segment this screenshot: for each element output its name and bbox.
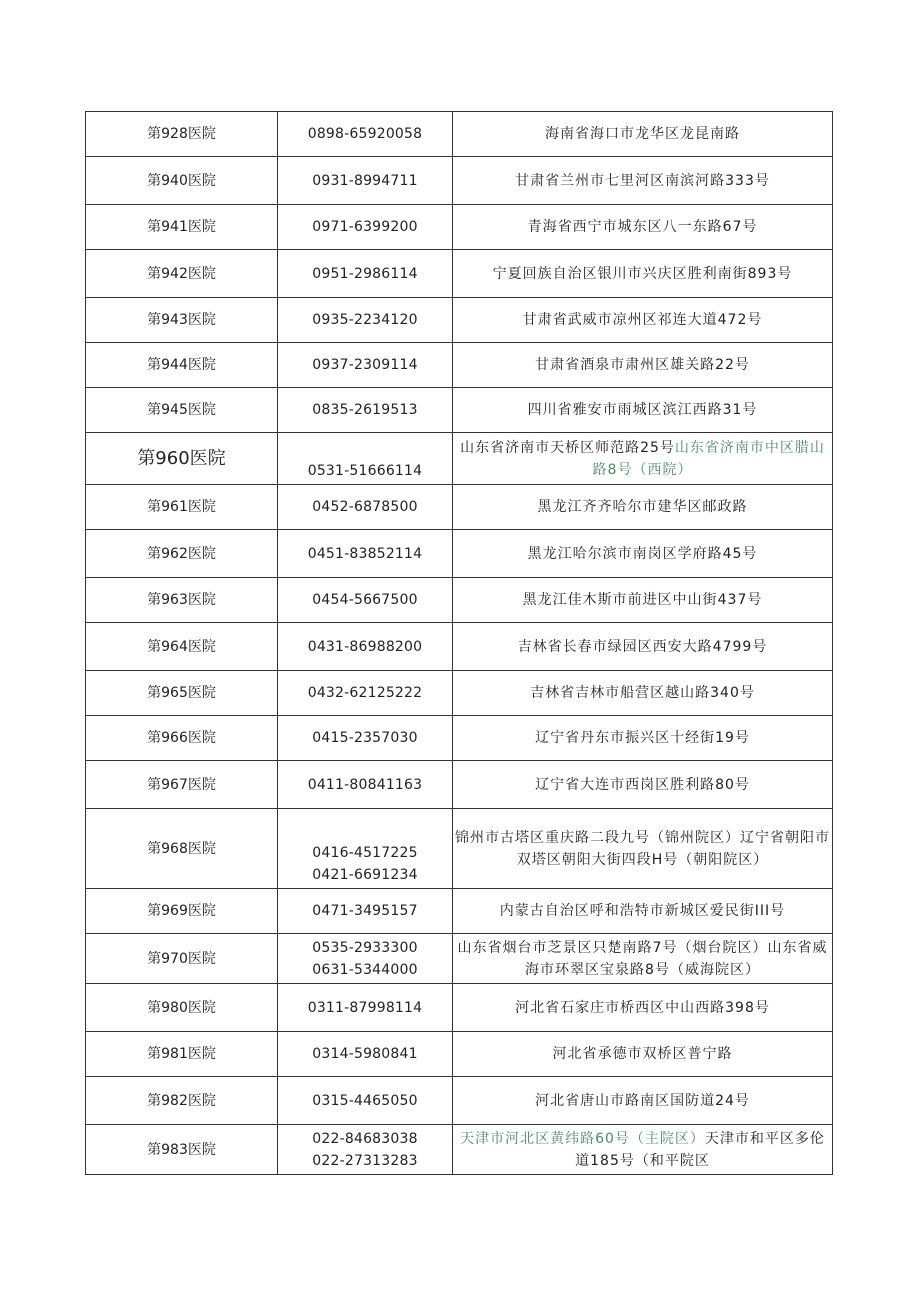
hospital-name-cell: 第981医院 <box>86 1032 278 1077</box>
phone-cell <box>278 1077 453 1125</box>
address-text: 甘肃省兰州市七里河区南滨河路333号 <box>515 172 770 189</box>
address-cell <box>453 1077 833 1125</box>
address-cell <box>453 485 833 530</box>
phone-number: 0535-2933300 <box>312 939 418 956</box>
address-cell <box>453 433 833 485</box>
phone-number: 0415-2357030 <box>312 730 418 746</box>
hospital-name-cell: 第968医院 <box>86 809 278 889</box>
phone-number: 0411-80841163 <box>307 776 423 793</box>
table-row <box>86 761 833 809</box>
table-row <box>86 1125 833 1175</box>
phone-cell <box>278 761 453 809</box>
phone-cell <box>278 889 453 934</box>
address-cell <box>453 809 833 889</box>
phone-number: 0432-62125222 <box>307 685 423 701</box>
phone-number: 0531-51666114 <box>307 463 423 479</box>
hospital-name-cell: 第965医院 <box>86 671 278 716</box>
hospital-name-cell: 第944医院 <box>86 343 278 388</box>
phone-number: 0931-8994711 <box>312 172 418 189</box>
address-cell <box>453 530 833 578</box>
hospital-name-cell: 第970医院 <box>86 934 278 984</box>
address-text: 辽宁省大连市西岗区胜利路80号 <box>535 776 750 793</box>
phone-number: 0971-6399200 <box>312 219 418 235</box>
address-text: 宁夏回族自治区银川市兴庆区胜利南街893号 <box>492 265 793 282</box>
table-row <box>86 934 833 984</box>
address-cell <box>453 250 833 298</box>
hospital-name-cell: 第941医院 <box>86 205 278 250</box>
phone-number: 0454-5667500 <box>312 592 418 608</box>
hospital-name-cell: 第960医院 <box>86 433 278 485</box>
address-cell <box>453 112 833 157</box>
address-text: 黑龙江齐齐哈尔市建华区邮政路 <box>537 499 748 515</box>
phone-number: 0314-5980841 <box>312 1046 418 1062</box>
table-row <box>86 112 833 157</box>
address-text: 天津市和平区多伦道185号（和平院区 <box>575 1130 825 1169</box>
table-row <box>86 889 833 934</box>
phone-number: 0431-86988200 <box>307 638 423 655</box>
table-row <box>86 433 833 485</box>
address-text: 山东省济南市天桥区师范路25号 <box>460 439 675 456</box>
table-body <box>86 112 833 1175</box>
address-text: 甘肃省酒泉市肃州区雄关路22号 <box>535 357 750 373</box>
table-row <box>86 578 833 623</box>
table-row <box>86 984 833 1032</box>
phone-number: 022-84683038 <box>312 1130 418 1147</box>
phone-number: 0421-6691234 <box>312 867 418 883</box>
hospital-name-cell: 第983医院 <box>86 1125 278 1175</box>
hospital-name-cell: 第966医院 <box>86 716 278 761</box>
phone-cell <box>278 809 453 889</box>
address-text: 山东省烟台市芝景区只楚南路7号（烟台院区）山东省威海市环翠区宝泉路8号（威海院区） <box>457 939 828 978</box>
address-text: 辽宁省丹东市振兴区十经街19号 <box>535 730 750 746</box>
address-cell <box>453 716 833 761</box>
table-row <box>86 388 833 433</box>
hospital-name-cell: 第980医院 <box>86 984 278 1032</box>
address-text: 河北省承德市双桥区普宁路 <box>552 1046 733 1062</box>
phone-cell <box>278 578 453 623</box>
table-row <box>86 1032 833 1077</box>
phone-cell <box>278 343 453 388</box>
phone-cell <box>278 112 453 157</box>
phone-number: 0898-65920058 <box>307 126 423 142</box>
phone-cell <box>278 530 453 578</box>
table-row <box>86 250 833 298</box>
address-text: 吉林省长春市绿园区西安大路4799号 <box>517 638 768 655</box>
address-text: 河北省石家庄市桥西区中山西路398号 <box>515 999 770 1016</box>
address-cell <box>453 298 833 343</box>
table-row <box>86 809 833 889</box>
hospital-name-cell: 第942医院 <box>86 250 278 298</box>
phone-cell <box>278 388 453 433</box>
phone-cell <box>278 671 453 716</box>
phone-number: 0416-4517225 <box>312 845 418 861</box>
address-cell <box>453 388 833 433</box>
phone-number: 0835-2619513 <box>312 402 418 418</box>
address-cell <box>453 934 833 984</box>
address-text: 吉林省吉林市船营区越山路340号 <box>530 685 755 701</box>
phone-number: 022-27313283 <box>312 1152 418 1169</box>
address-cell <box>453 1032 833 1077</box>
address-cell <box>453 343 833 388</box>
phone-cell <box>278 298 453 343</box>
phone-cell <box>278 433 453 485</box>
phone-number: 0631-5344000 <box>312 961 418 978</box>
address-text: 黑龙江佳木斯市前进区中山街437号 <box>522 592 763 608</box>
phone-number: 0452-6878500 <box>312 499 418 515</box>
phone-number: 0471-3495157 <box>312 903 418 919</box>
address-text: 锦州市古塔区重庆路二段九号（锦州院区）辽宁省朝阳市双塔区朝阳大街四段H号（朝阳院区） <box>455 829 830 868</box>
phone-cell <box>278 623 453 671</box>
hospital-name-cell: 第945医院 <box>86 388 278 433</box>
address-cell <box>453 623 833 671</box>
phone-number: 0451-83852114 <box>307 545 423 562</box>
hospital-name-cell: 第962医院 <box>86 530 278 578</box>
phone-cell <box>278 716 453 761</box>
address-text: 山东省济南市中区腊山路8号（西院） <box>592 439 825 478</box>
address-cell <box>453 671 833 716</box>
table-row <box>86 623 833 671</box>
address-cell <box>453 761 833 809</box>
hospital-name-cell: 第969医院 <box>86 889 278 934</box>
address-text: 甘肃省武威市凉州区祁连大道472号 <box>522 312 763 328</box>
address-text: 四川省雅安市雨城区滨江西路31号 <box>527 402 758 418</box>
table-row <box>86 716 833 761</box>
address-cell <box>453 578 833 623</box>
hospital-name-cell: 第963医院 <box>86 578 278 623</box>
phone-cell <box>278 205 453 250</box>
phone-cell <box>278 250 453 298</box>
phone-cell <box>278 485 453 530</box>
phone-number: 0935-2234120 <box>312 312 418 328</box>
table-row <box>86 1077 833 1125</box>
phone-cell <box>278 157 453 205</box>
phone-number: 0951-2986114 <box>312 265 418 282</box>
hospital-name-cell: 第982医院 <box>86 1077 278 1125</box>
phone-number: 0937-2309114 <box>312 357 418 373</box>
phone-number: 0311-87998114 <box>307 999 423 1016</box>
hospital-name-cell: 第928医院 <box>86 112 278 157</box>
table-row <box>86 343 833 388</box>
table-row <box>86 530 833 578</box>
phone-cell <box>278 1032 453 1077</box>
address-text: 河北省唐山市路南区国防道24号 <box>535 1092 750 1109</box>
address-cell <box>453 1125 833 1175</box>
address-cell <box>453 984 833 1032</box>
address-cell <box>453 205 833 250</box>
hospital-name-cell: 第964医院 <box>86 623 278 671</box>
address-text: 内蒙古自治区呼和浩特市新城区爱民街III号 <box>499 903 786 919</box>
address-text: 黑龙江哈尔滨市南岗区学府路45号 <box>527 545 758 562</box>
hospital-name-cell: 第967医院 <box>86 761 278 809</box>
table-row <box>86 485 833 530</box>
address-cell <box>453 889 833 934</box>
table-row <box>86 157 833 205</box>
phone-cell <box>278 934 453 984</box>
table-row <box>86 671 833 716</box>
hospital-name-cell: 第940医院 <box>86 157 278 205</box>
hospital-directory-table <box>85 111 833 1175</box>
address-cell <box>453 157 833 205</box>
address-text: 天津市河北区黄纬路60号（主院区） <box>460 1130 705 1147</box>
hospital-name-cell: 第961医院 <box>86 485 278 530</box>
table-row <box>86 298 833 343</box>
table-row <box>86 205 833 250</box>
phone-number: 0315-4465050 <box>312 1092 418 1109</box>
address-text: 海南省海口市龙华区龙昆南路 <box>545 126 740 142</box>
phone-cell <box>278 984 453 1032</box>
hospital-name-cell: 第943医院 <box>86 298 278 343</box>
phone-cell <box>278 1125 453 1175</box>
address-text: 青海省西宁市城东区八一东路67号 <box>527 219 758 235</box>
